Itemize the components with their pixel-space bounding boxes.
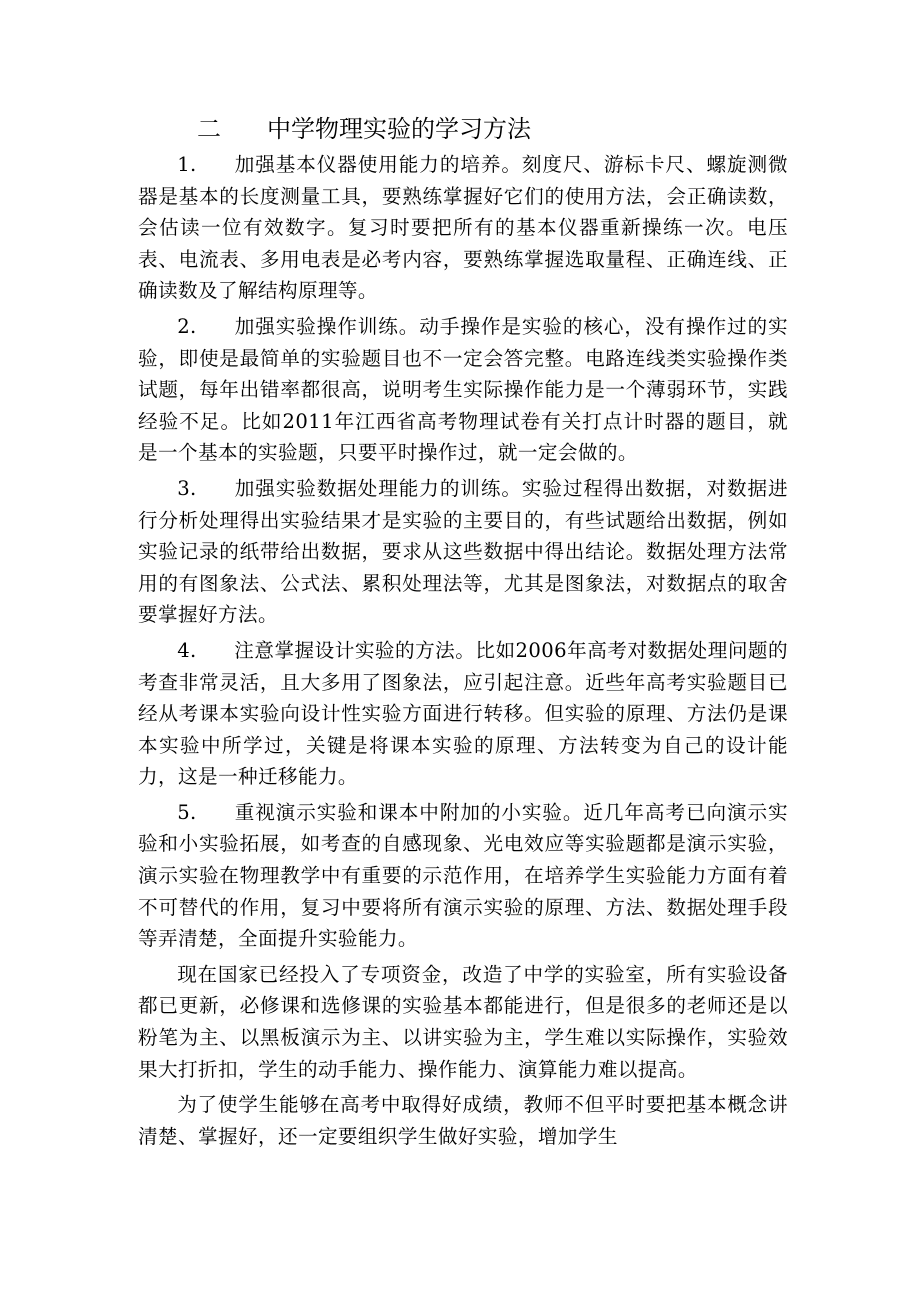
section-title: 中学物理实验的学习方法 <box>267 115 531 143</box>
list-item-index: 3. <box>177 476 197 500</box>
list-item-text: 注意掌握设计实验的方法。比如2006年高考对数据处理问题的考查非常灵活，且大多用了图象法，应引起注意。近些年高考实验题目已经从考课本实验向设计性实验方面进行转移。但实验的原理、方法仍是课本实验中所学过，关键是将课本实验的原理、方法转变为自己的设计能力，这是一种迁移能力。 <box>138 638 788 789</box>
body-paragraph: 现在国家已经投入了专项资金，改造了中学的实验室，所有实验设备都已更新，必修课和选修课的实验基本都能进行，但是很多的老师还是以粉笔为主、以黑板演示为主、以讲实验为主，学生难以实际操作，实验效果大打折扣，学生的动手能力、操作能力、演算能力难以提高。 <box>138 962 788 1081</box>
document-page <box>138 112 788 1156</box>
list-item-index: 4. <box>177 638 197 662</box>
list-item <box>138 797 788 955</box>
list-item-text: 加强实验操作训练。动手操作是实验的核心，没有操作过的实验，即使是最简单的实验题目也不一定会答完整。电路连线类实验操作类试题，每年出错率都很高，说明考生实际操作能力是一个薄弱环节，实践经验不足。比如2011年江西省高考物理试卷有关打点计时器的题目，就是一个基本的实验题，只要平时操作过，就一定会做的。 <box>138 314 788 465</box>
list-item <box>138 311 788 469</box>
list-item-text: 加强实验数据处理能力的训练。实验过程得出数据，对数据进行分析处理得出实验结果才是实验的主要目的，有些试题给出数据，例如实验记录的纸带给出数据，要求从这些数据中得出结论。数据处理方法常用的有图象法、公式法、累积处理法等，尤其是图象法，对数据点的取舍要掌握好方法。 <box>138 476 788 627</box>
list-item-index: 5. <box>177 800 197 824</box>
list-item <box>138 473 788 631</box>
list-item <box>138 635 788 793</box>
section-number: 二 <box>197 115 221 143</box>
list-item-index: 1. <box>177 153 197 176</box>
list-item <box>138 149 788 307</box>
list-item-text: 重视演示实验和课本中附加的小实验。近几年高考已向演示实验和小实验拓展，如考查的自感现象、光电效应等实验题都是演示实验，演示实验在物理教学中有重要的示范作用，在培养学生实验能力方面有着不可替代的作用，复习中要将所有演示实验的原理、方法、数据处理手段等弄清楚，全面提升实验能力。 <box>138 800 788 951</box>
list-item-text: 加强基本仪器使用能力的培养。刻度尺、游标卡尺、螺旋测微器是基本的长度测量工具，要熟练掌握好它们的使用方法，会正确读数，会估读一位有效数字。复习时要把所有的基本仪器重新操练一次。电压表、电流表、多用电表是必考内容，要熟练掌握选取量程、正确连线、正确读数及了解结构原理等。 <box>138 153 788 303</box>
body-paragraph: 为了使学生能够在高考中取得好成绩，教师不但平时要把基本概念讲清楚、掌握好，还一定要组织学生做好实验，增加学生 <box>138 1093 788 1148</box>
section-heading <box>138 112 788 146</box>
list-item-index: 2. <box>177 314 197 338</box>
